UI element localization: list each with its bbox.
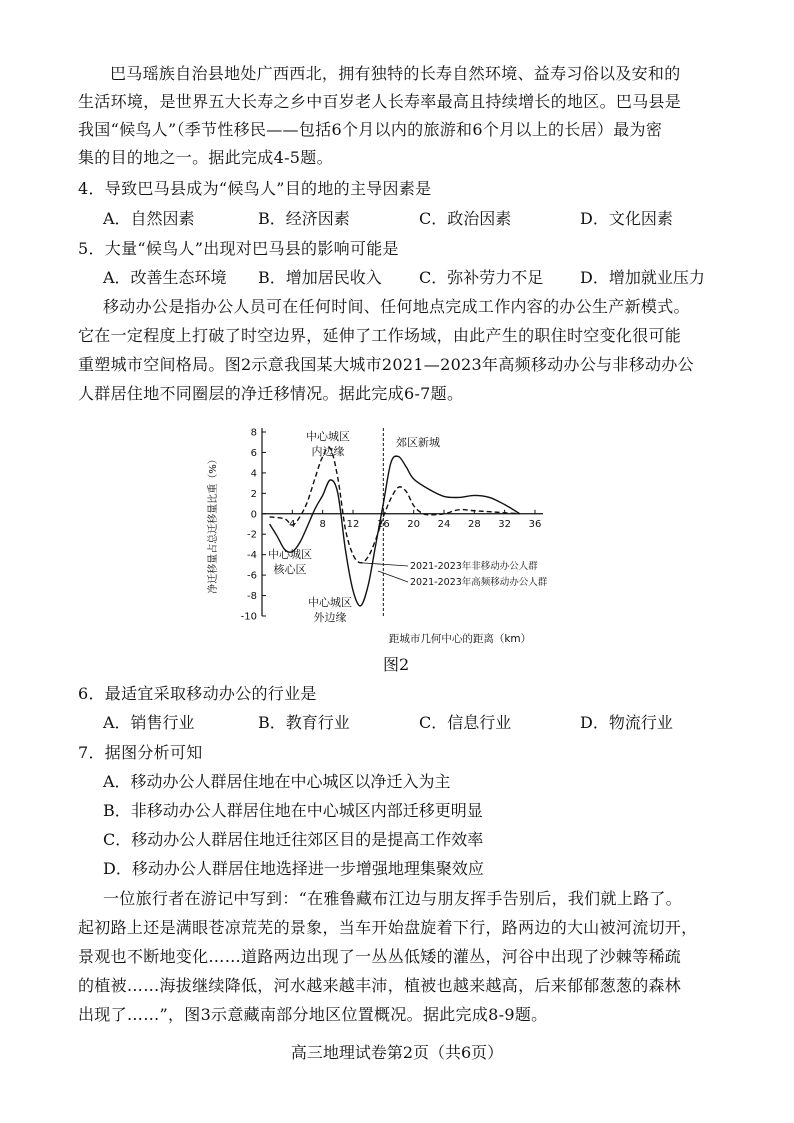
- annotation-inner-edge: 中心城区: [306, 430, 350, 443]
- y-tick-label: -10: [240, 611, 257, 623]
- annotation-inner-edge: 内边缘: [311, 445, 345, 458]
- y-tick-label: -4: [247, 550, 257, 562]
- question-stem: 7．据图分析可知: [78, 743, 203, 762]
- option-b[interactable]: B．教育行业: [258, 713, 350, 732]
- x-tick-label: 36: [528, 518, 542, 530]
- x-axis-label: 距城市几何中心的距离（km）: [388, 633, 532, 645]
- option-c[interactable]: C．信息行业: [419, 713, 512, 732]
- legend-leader: [362, 563, 408, 566]
- option-d[interactable]: D．物流行业: [580, 713, 673, 732]
- passage-line: 景观也不断地变化……道路两边出现了一丛丛低矮的灌丛，河谷中出现了沙棘等稀疏: [78, 947, 682, 966]
- legend-label-mobile: 2021-2023年高频移动办公人群: [410, 577, 548, 588]
- annotation-core: 核心区: [273, 563, 307, 576]
- x-tick-label: 12: [346, 518, 360, 530]
- option-d[interactable]: D．移动办公人群居住地选择进一步增强地理集聚效应: [103, 859, 484, 878]
- y-tick-label: 2: [250, 488, 257, 500]
- passage-line: 我国“候鸟人”（季节性移民——包括6个月以内的旅游和6个月以上的长居）最为密: [78, 120, 663, 139]
- x-tick-label: 32: [498, 518, 512, 530]
- option-a[interactable]: A．销售行业: [103, 713, 195, 732]
- passage-line: 它在一定程度上打破了时空边界，延伸了工作场域，由此产生的职住时空变化很可能: [78, 326, 682, 345]
- x-tick-label: 8: [319, 518, 326, 530]
- y-tick-label: 8: [250, 427, 257, 439]
- x-tick-label: 20: [407, 518, 421, 530]
- x-tick-label: 24: [437, 518, 451, 530]
- passage-line: 巴马瑶族自治县地处广西西北，拥有独特的长寿自然环境、益寿习俗以及安和的: [110, 64, 681, 83]
- passage-line: 一位旅行者在游记中写到：“在雅鲁藏布江边与朋友挥手告别后，我们就上路了。: [103, 889, 682, 908]
- annotation-outer-edge: 外边缘: [313, 611, 347, 624]
- legend-label-non-mobile: 2021-2023年非移动办公人群: [410, 561, 538, 572]
- option-d[interactable]: D．增加就业压力: [580, 268, 705, 287]
- option-a[interactable]: A．自然因素: [103, 209, 195, 228]
- option-b[interactable]: B．经济因素: [258, 209, 350, 228]
- option-d[interactable]: D．文化因素: [580, 209, 673, 228]
- passage-line: 出现了……”，图3示意藏南部分地区位置概况。据此完成8-9题。: [78, 1005, 548, 1024]
- option-b[interactable]: B．非移动办公人群居住地在中心城区内部迁移更明显: [103, 801, 483, 820]
- x-tick-label: 28: [467, 518, 481, 530]
- passage-line: 集的目的地之一。据此完成4-5题。: [78, 148, 333, 167]
- option-c[interactable]: C．弥补劳力不足: [419, 268, 544, 287]
- y-axis-label: 净迁移量占总迁移量比重（%）: [208, 454, 219, 594]
- y-tick-label: -8: [247, 591, 257, 603]
- figure-caption: 图2: [383, 655, 410, 674]
- question-stem: 4．导致巴马县成为“候鸟人”目的地的主导因素是: [78, 179, 432, 198]
- y-tick-label: -2: [247, 529, 257, 541]
- passage-line: 起初路上还是满眼苍凉荒芜的景象，当车开始盘旋着下行，路两边的大山被河流切开，: [78, 918, 698, 937]
- x-tick-label: 4: [289, 518, 296, 530]
- y-tick-label: -6: [247, 570, 257, 582]
- legend-leader: [378, 571, 408, 582]
- question-stem: 5．大量“候鸟人”出现对巴马县的影响可能是: [78, 239, 399, 258]
- option-b[interactable]: B．增加居民收入: [258, 268, 382, 287]
- x-tick-label: 16: [376, 518, 390, 530]
- annotation-suburb: 郊区新城: [396, 436, 440, 449]
- y-tick-label: 0: [250, 509, 257, 521]
- option-c[interactable]: C．政治因素: [419, 209, 512, 228]
- question-stem: 6．最适宜采取移动办公的行业是: [78, 684, 317, 703]
- option-a[interactable]: A．改善生态环境: [103, 268, 227, 287]
- page-footer: 高三地理试卷第2页（共6页）: [290, 1043, 504, 1062]
- passage-line: 的植被……海拔继续降低，河水越来越丰沛，植被也越来越高，后来郁郁葱葱的森林: [78, 976, 682, 995]
- series-line-non-mobile: [270, 447, 520, 562]
- passage-line: 生活环境，是世界五大长寿之乡中百岁老人长寿率最高且持续增长的地区。巴马县是: [78, 92, 682, 111]
- option-a[interactable]: A．移动办公人群居住地在中心城区以净迁入为主: [103, 772, 451, 791]
- y-tick-label: 6: [250, 447, 257, 459]
- annotation-core: 中心城区: [268, 548, 312, 561]
- option-c[interactable]: C．移动办公人群居住地迁往郊区目的是提高工作效率: [103, 830, 484, 849]
- passage-line: 人群居住地不同圈层的净迁移情况。据此完成6-7题。: [78, 384, 464, 403]
- annotation-outer-edge: 中心城区: [308, 596, 352, 609]
- passage-line: 重塑城市空间格局。图2示意我国某大城市2021—2023年高频移动办公与非移动办公: [78, 355, 694, 374]
- passage-line: 移动办公是指办公人员可在任何时间、任何地点完成工作内容的办公生产新模式。: [103, 297, 690, 316]
- y-tick-label: 4: [250, 468, 257, 480]
- migration-chart: [200, 420, 600, 650]
